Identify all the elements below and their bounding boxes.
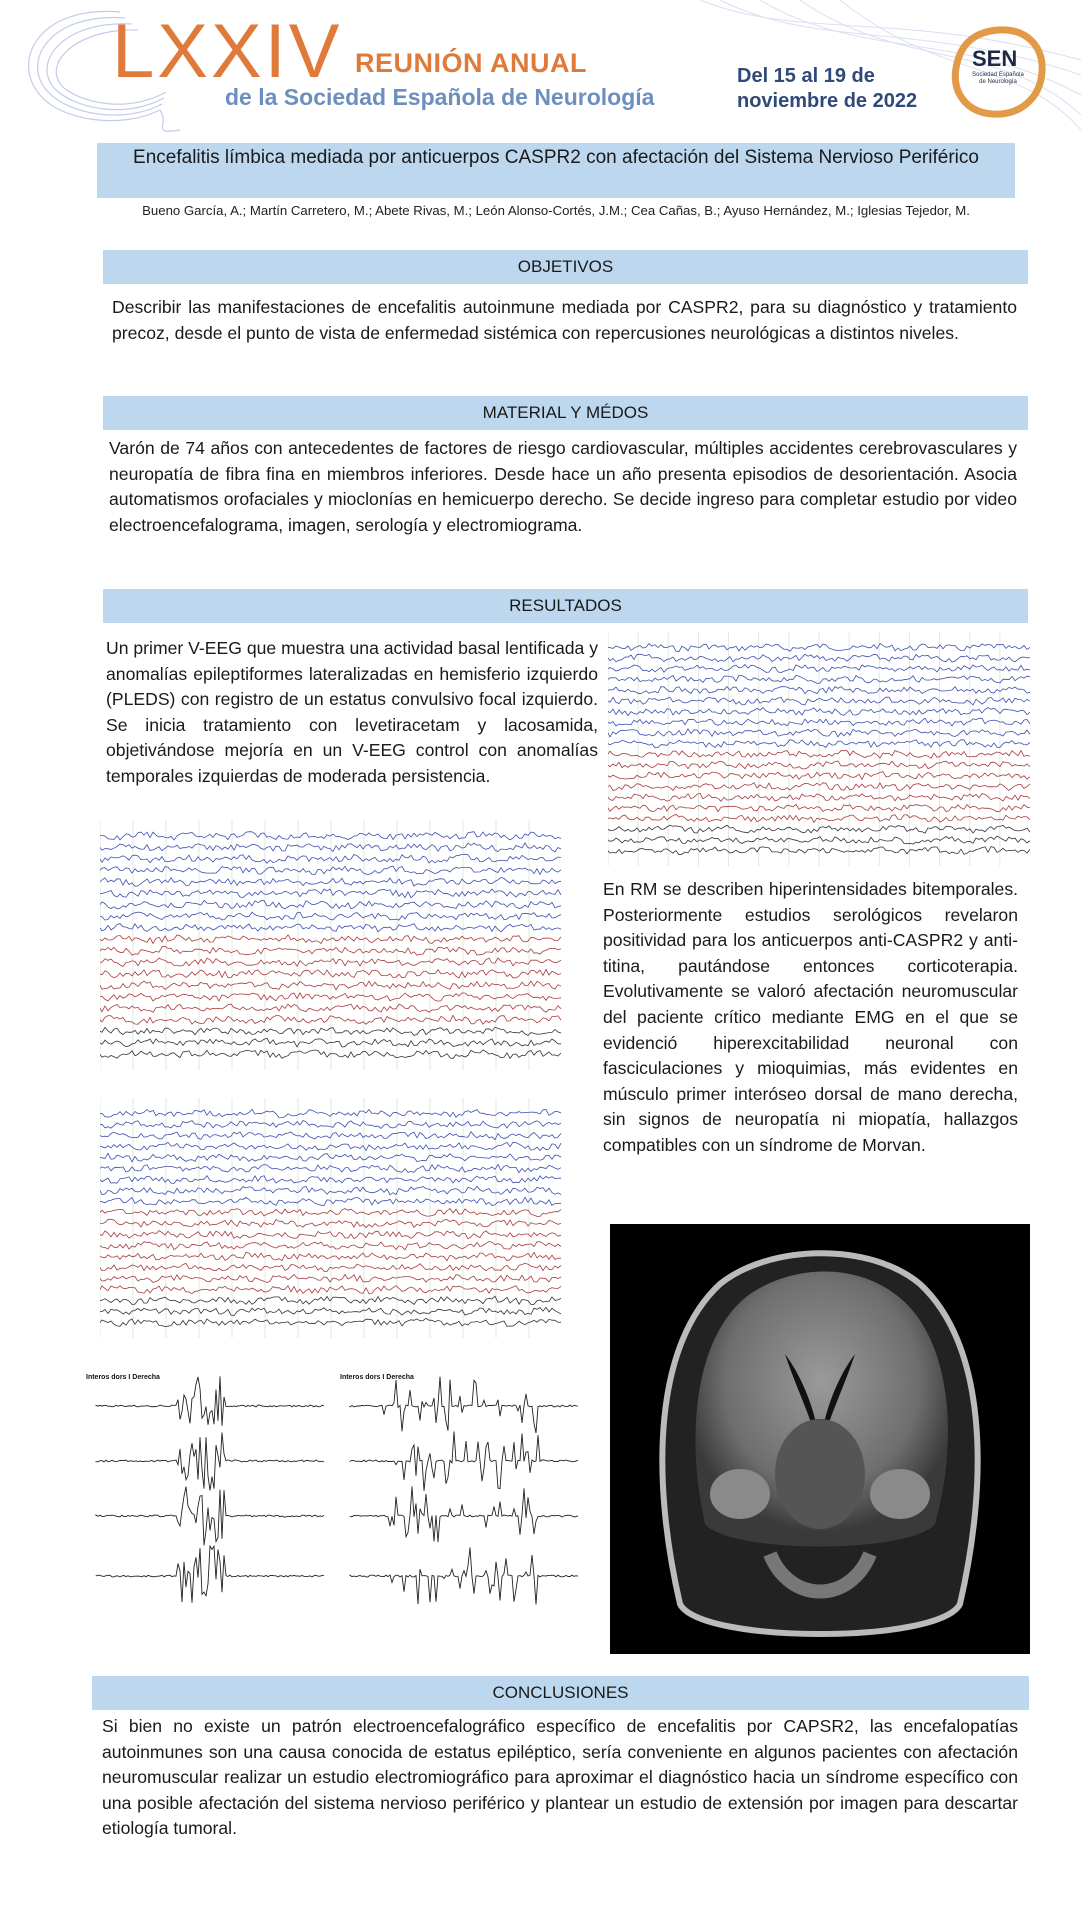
- dates-line-1: Del 15 al 19 de: [737, 65, 875, 87]
- emg-trace: [350, 1377, 578, 1433]
- society-name: de la Sociedad Española de Neurología: [225, 84, 655, 110]
- resultados-text-2: En RM se describen hiperintensidades bitemporales. Posteriormente estudios serológicos revelaron positividad para los anticuerpos anti-CASPR2 y anti-titina, pautándose entonces corticoterapia. Evolutivamente se valoró afectación neuromuscular del paciente crítico mediante EMG en el que se evidenció hiperexcitabilidad neuronal con fasciculaciones y mioquimias, más evidentes en músculo primer interóseo dorsal de mano derecha, sin signos de neuropatía ni miopatía, hallazgos compatibles con un síndrome de Morvan.: [603, 879, 1018, 1155]
- material-heading: MATERIAL Y MÉDOS: [103, 396, 1028, 430]
- objetivos-text: Describir las manifestaciones de encefalitis autoinmune mediada por CASPR2, para su diagnóstico y tratamiento precoz, desde el punto de vista de enfermedad sistémica con repercusiones neurológicas a distintos niveles.: [112, 297, 1017, 343]
- material-text: Varón de 74 años con antecedentes de factores de riesgo cardiovascular, múltiples accidentes cerebrovasculares y neuropatía de fibra fina en miembros inferiores. Desde hace un año presenta episodios de desorientación. Asocia automatismos orofaciales y mioclonías en hemicuerpo derecho. Se decide ingreso para completar estudio por video electroencefalograma, imagen, serología y electromiograma.: [109, 438, 1017, 535]
- emg-label-left: Interos dors I Derecha: [86, 1374, 160, 1381]
- resultados-text-1: Un primer V-EEG que muestra una actividad basal lentificada y anomalías epileptiformes lateralizadas en hemisferio izquierdo (PLEDS) con registro de un estatus convulsivo focal izquierdo. Se inicia tratamiento con levetiracetam y lacosamida, objetivándose mejoría en un V-EEG control con anomalías temporales izquierdas de moderada persistencia.: [106, 638, 598, 786]
- conclusiones-heading: CONCLUSIONES: [92, 1676, 1029, 1710]
- emg-trace: [96, 1433, 324, 1491]
- poster-title: Encefalitis límbica mediada por anticuerpos CASPR2 con afectación del Sistema Nervioso Periférico: [97, 143, 1015, 198]
- eeg-figure-1: [608, 632, 1030, 866]
- resultados-heading: RESULTADOS: [103, 589, 1028, 623]
- emg-figure: [86, 1366, 592, 1620]
- objetivos-heading: OBJETIVOS: [103, 250, 1028, 284]
- emg-trace: [96, 1546, 324, 1603]
- mri-coronal-illustration: [610, 1224, 1030, 1654]
- congress-dates: [737, 64, 917, 114]
- emg-trace: [350, 1548, 578, 1605]
- emg-label-right: Interos dors I Derecha: [340, 1374, 414, 1381]
- conclusiones-text: Si bien no existe un patrón electroencefalográfico específico de encefalitis por CAPSR2, las encefalopatías autoinmunes son una causa conocida de estatus epiléptico, sería conveniente en algunos pacientes con afectación neuromuscular realizar un estudio electromiográfico para aproximar el diagnóstico hacia un síndrome específico con una posible afectación del sistema nervioso periférico y plantear un estudio de extensión por imagen para descartar etiología tumoral.: [102, 1716, 1018, 1839]
- emg-trace: [350, 1486, 578, 1542]
- emg-traces: [86, 1366, 592, 1620]
- emg-trace: [96, 1376, 324, 1426]
- authors: Bueno García, A.; Martín Carretero, M.; Abete Rivas, M.; León Alonso-Cortés, J.M.; Cea Cañas, B.; Ayuso Hernández, M.; Iglesias Tejedor, M.: [142, 203, 970, 218]
- congress-subtitle: REUNIÓN ANUAL: [355, 48, 587, 78]
- sen-logo-subtext: Sociedad Española de Neurología: [972, 72, 1024, 85]
- emg-trace: [96, 1487, 324, 1546]
- mri-image: [610, 1224, 1030, 1654]
- eeg-figure-2: [100, 820, 562, 1070]
- sen-logo-text: SEN: [972, 46, 1018, 71]
- dates-line-2: noviembre de 2022: [737, 90, 918, 112]
- eeg-figure-3: [100, 1098, 562, 1338]
- emg-trace: [350, 1432, 578, 1491]
- congress-number: LXXIV: [112, 9, 343, 94]
- header-banner: [0, 0, 1081, 135]
